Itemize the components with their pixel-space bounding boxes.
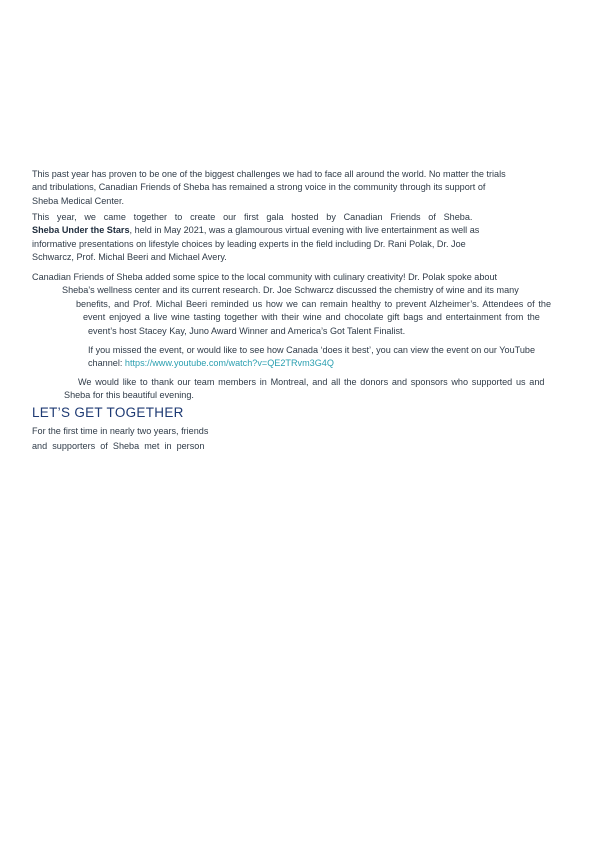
- paragraph-intro: [32, 168, 572, 208]
- section-heading: LET’S GET TOGETHER: [32, 405, 184, 420]
- paragraph-line: [32, 224, 572, 237]
- paragraph-youtube: [88, 344, 578, 371]
- paragraph-text: channel:: [88, 358, 125, 369]
- paragraph-line: Sheba Medical Center.: [32, 195, 125, 206]
- paragraph-line: This year, we came together to create our first gala hosted by Canadian Friends of Sheba.: [32, 212, 473, 222]
- paragraph-culinary: [0, 271, 600, 338]
- paragraph-line: and tribulations, Canadian Friends of Sheba has remained a strong voice in the community through its support of: [32, 182, 486, 193]
- paragraph-line: Sheba’s wellness center and its current research. Dr. Joe Schwarcz discussed the chemistry of wine and its many: [62, 285, 519, 296]
- paragraph-line: This past year has proven to be one of the biggest challenges we had to face all around the world. No matter the trials: [32, 169, 506, 179]
- paragraph-line: and supporters of Sheba met in person: [32, 441, 205, 451]
- youtube-link[interactable]: https://www.youtube.com/watch?v=QE2TRvm3G4Q: [124, 358, 334, 369]
- paragraph-line: If you missed the event, or would like to see how Canada ‘does it best’, you can view the event on our YouTube: [88, 345, 536, 355]
- paragraph-text: , held in May 2021, was a glamourous virtual evening with live entertainment as well as: [129, 225, 480, 236]
- paragraph-gala: [32, 211, 572, 265]
- paragraph-line: event’s host Stacey Kay, Juno Award Winner and America’s Got Talent Finalist.: [88, 325, 406, 336]
- paragraph-line: Schwarcz, Prof. Michal Beeri and Michael Avery.: [32, 252, 227, 263]
- paragraph-line: benefits, and Prof. Michal Beeri reminded us how we can remain healthy to prevent Alzheimer’s. Attendees of the: [76, 298, 552, 309]
- paragraph-line: informative presentations on lifestyle choices by leading experts in the field including Dr. Rani Polak, Dr. Joe: [32, 238, 466, 249]
- paragraph-line: Sheba for this beautiful evening.: [64, 390, 194, 401]
- paragraph-line: For the first time in nearly two years, friends: [32, 426, 209, 436]
- paragraph-line: Canadian Friends of Sheba added some spice to the local community with culinary creativity! Dr. Polak spoke about: [32, 272, 498, 282]
- paragraph-thanks: [0, 376, 600, 403]
- paragraph-line: We would like to thank our team members in Montreal, and all the donors and sponsors who supported us and: [78, 377, 545, 387]
- paragraph-line: [88, 357, 578, 370]
- event-name: Sheba Under the Stars: [32, 225, 130, 236]
- section-intro: [32, 424, 208, 454]
- paragraph-line: event enjoyed a live wine tasting together with their wine and chocolate gift bags and entertainment from the: [83, 312, 540, 323]
